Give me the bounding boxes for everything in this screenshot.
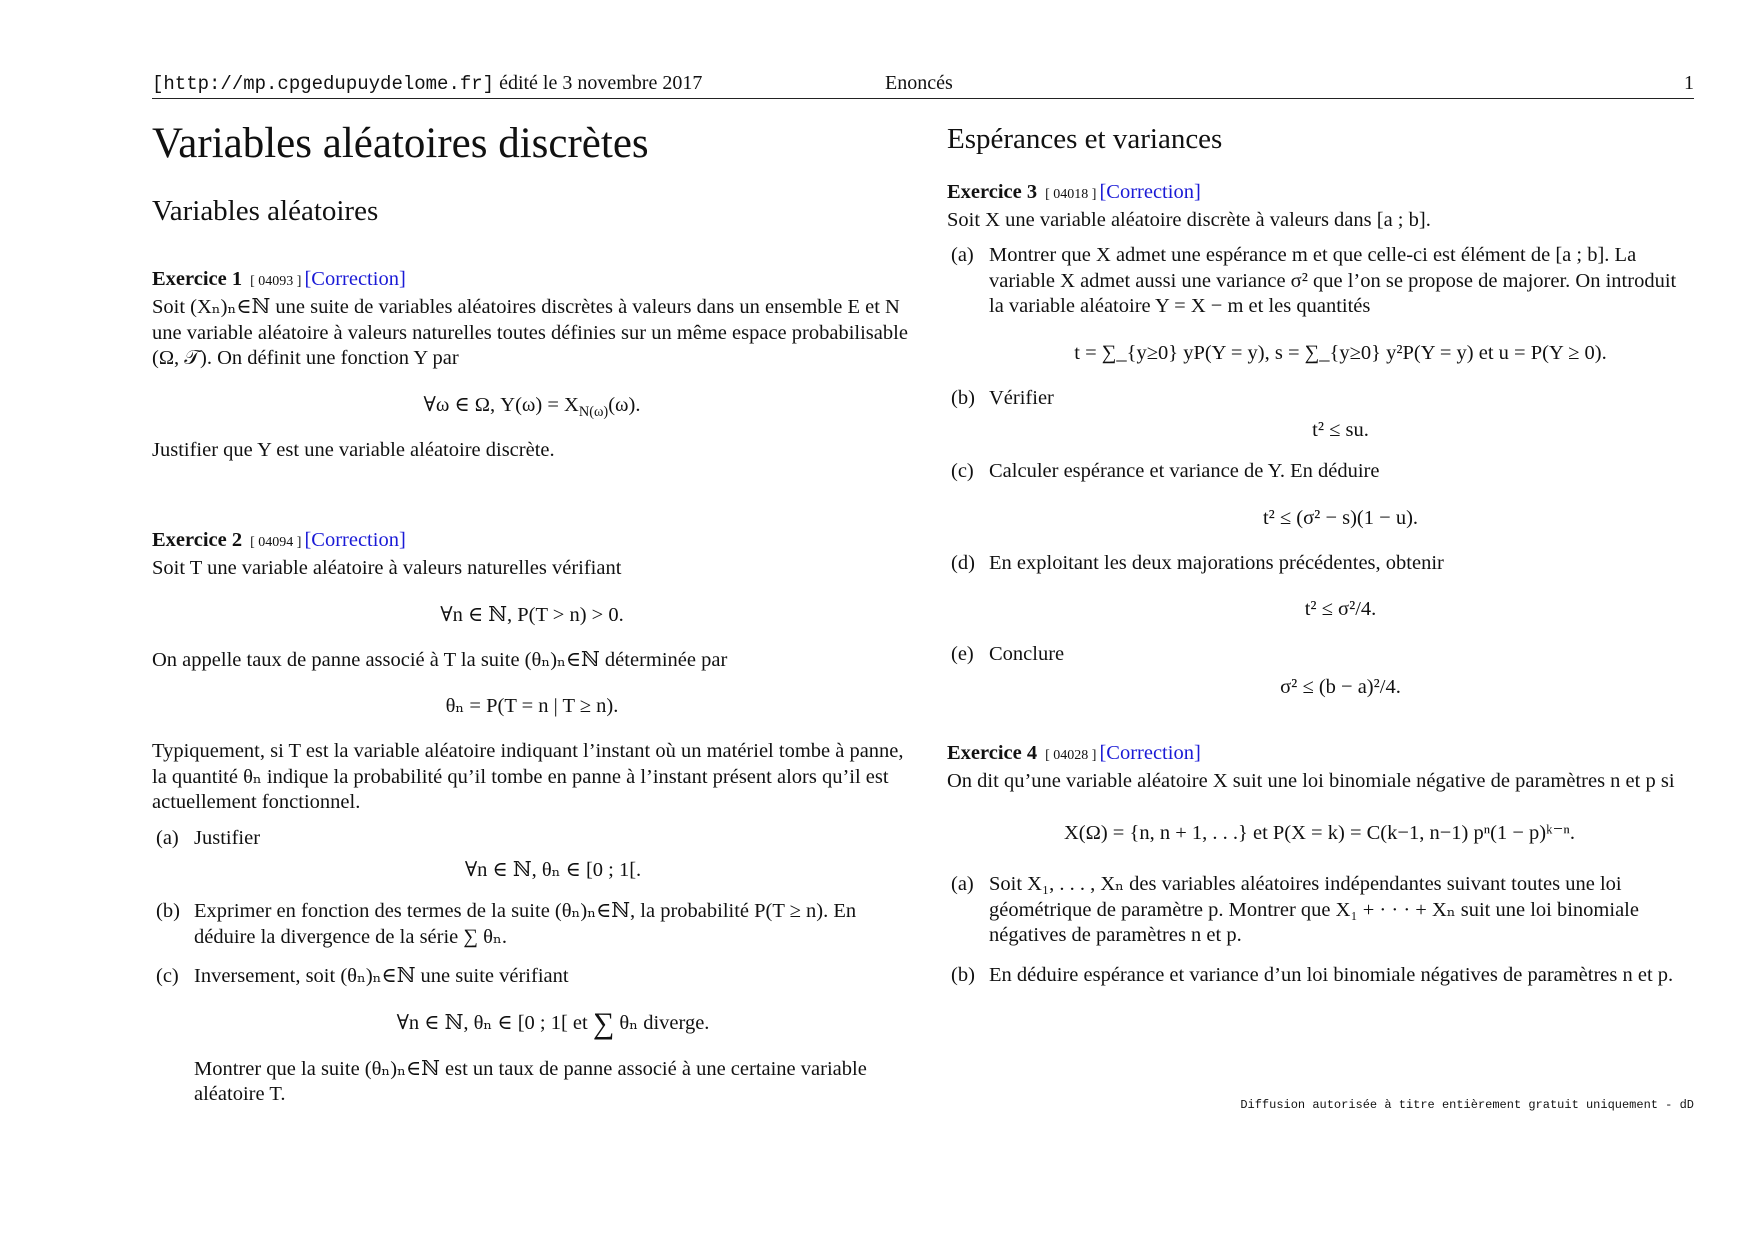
list-item <box>947 642 1692 700</box>
item-equation: σ² ≤ (b − a)²/4. <box>1280 675 1401 698</box>
section-variables: Variables aléatoires <box>152 194 379 227</box>
list-item <box>152 826 912 884</box>
exercise-4-equation: X(Ω) = {n, n + 1, . . .} et P(X = k) = C(k−1, n−1) pⁿ(1 − p)ᵏ⁻ⁿ. <box>1063 822 1575 845</box>
item-label: (c) <box>951 460 974 483</box>
exercise-4-ref: [ 04028 ] <box>1045 747 1097 763</box>
item-text: En déduire espérance et variance d’un loi binomiale négatives de paramètres n et p. <box>989 963 1674 986</box>
section-esperances: Espérances et variances <box>947 123 1223 155</box>
header-center: Enoncés <box>885 72 953 94</box>
exercise-4-items <box>947 872 1692 988</box>
exercise-3-items <box>947 243 1692 700</box>
item-label: (c) <box>156 965 179 988</box>
item-text: Soit X₁, . . . , Xₙ des variables aléatoires indépendantes suivant toutes une loi géométrique de paramètre p. Montrer que X₁ + · · · + Xₙ suit une loi binomiale négatives de paramètres n et p. <box>989 873 1639 947</box>
exercise-2-items <box>152 826 912 1108</box>
item-equation <box>194 1006 912 1040</box>
exercise-1-equation <box>152 392 912 418</box>
header-edited: édité le 3 novembre 2017 <box>499 72 703 94</box>
exercise-3-header <box>947 179 1692 208</box>
item-label: (d) <box>951 551 975 574</box>
eq-part: ∀n ∈ ℕ, θₙ ∈ [0 ; 1[ et <box>396 1011 588 1034</box>
item-text: Montrer que la suite (θₙ)ₙ∈ℕ est un taux de panne associé à une certaine variable aléatoire T. <box>194 1057 867 1106</box>
list-item <box>152 899 912 950</box>
page-header <box>152 68 1694 99</box>
exercise-1-ref: [ 04093 ] <box>250 274 302 290</box>
exercise-4-correction-link[interactable]: [Correction] <box>1099 741 1201 764</box>
exercise-2-header <box>152 527 912 556</box>
item-equation: ∀n ∈ ℕ, θₙ ∈ [0 ; 1[. <box>464 859 642 882</box>
item-text: Exprimer en fonction des termes de la suite (θₙ)ₙ∈ℕ, la probabilité P(T ≥ n). En déduire la divergence de la série ∑ θₙ. <box>194 900 857 948</box>
eq-end: (ω). <box>608 393 641 416</box>
header-left <box>152 72 702 95</box>
page-footer: Diffusion autorisée à titre entièrement gratuit uniquement - dD <box>1240 1098 1694 1112</box>
item-text: Calculer espérance et variance de Y. En déduire <box>989 460 1380 483</box>
item-label: (e) <box>951 643 974 666</box>
list-item <box>947 963 1692 989</box>
exercise-4-header <box>947 740 1692 769</box>
list-item <box>947 551 1692 623</box>
exercise-4 <box>947 740 1692 989</box>
document-title: Variables aléatoires discrètes <box>152 120 649 167</box>
exercise-2-eq1: ∀n ∈ ℕ, P(T > n) > 0. <box>440 603 624 626</box>
list-item <box>947 386 1692 444</box>
sum-symbol: ∑ <box>592 1006 615 1040</box>
exercise-4-text: On dit qu’une variable aléatoire X suit une loi binomiale négative de paramètres n et p si <box>947 769 1675 792</box>
list-item <box>947 872 1692 949</box>
item-label: (b) <box>951 386 975 409</box>
eq-part: ∀ω ∈ Ω, Y(ω) = X <box>423 393 579 416</box>
exercise-4-label: Exercice 4 <box>947 741 1038 764</box>
exercise-2-text: Soit T une variable aléatoire à valeurs naturelles vérifiant <box>152 557 622 580</box>
left-column <box>152 112 912 1122</box>
exercise-3-text: Soit X une variable aléatoire discrète à valeurs dans [a ; b]. <box>947 208 1431 231</box>
item-label: (a) <box>951 873 974 896</box>
exercise-2-label: Exercice 2 <box>152 529 243 552</box>
exercise-1 <box>152 266 912 463</box>
item-text: Inversement, soit (θₙ)ₙ∈ℕ une suite vérifiant <box>194 965 569 988</box>
exercise-2-eq2: θₙ = P(T = n | T ≥ n). <box>445 695 619 718</box>
header-url[interactable]: [http://mp.cpgedupuydelome.fr] <box>152 73 495 95</box>
exercise-2-ref: [ 04094 ] <box>250 535 302 551</box>
exercise-1-correction-link[interactable]: [Correction] <box>304 268 406 291</box>
item-label: (a) <box>951 244 974 267</box>
exercise-2-correction-link[interactable]: [Correction] <box>304 529 406 552</box>
item-equation: t² ≤ (σ² − s)(1 − u). <box>1262 506 1419 529</box>
exercise-3-label: Exercice 3 <box>947 180 1038 203</box>
list-item <box>947 243 1692 366</box>
exercise-1-label: Exercice 1 <box>152 268 243 291</box>
exercise-2 <box>152 527 912 1108</box>
exercise-1-end: Justifier que Y est une variable aléatoire discrète. <box>152 438 555 461</box>
right-column <box>947 112 1692 1002</box>
list-item <box>152 964 912 1108</box>
item-label: (b) <box>951 963 975 986</box>
item-equation: t² ≤ σ²/4. <box>1304 598 1377 621</box>
exercise-2-text3: Typiquement, si T est la variable aléatoire indiquant l’instant où un matériel tombe à panne, la quantité θₙ indique la probabilité qu’il tombe en panne à l’instant présent alors qu’il est actuellement fonctionnel. <box>152 740 904 814</box>
exercise-1-text: Soit (Xₙ)ₙ∈ℕ une suite de variables aléatoires discrètes à valeurs dans un ensemble E et N une variable aléatoire à valeurs naturelles toutes définies sur un même espace probabilisable (Ω, 𝒯). On définit une fonction Y par <box>152 296 908 370</box>
exercise-2-text2: On appelle taux de panne associé à T la suite (θₙ)ₙ∈ℕ déterminée par <box>152 648 728 671</box>
exercise-3 <box>947 179 1692 700</box>
exercise-3-ref: [ 04018 ] <box>1045 186 1097 202</box>
item-text: Justifier <box>194 826 261 849</box>
item-text: Conclure <box>989 643 1065 666</box>
item-label: (a) <box>156 826 179 849</box>
list-item <box>947 459 1692 531</box>
item-label: (b) <box>156 900 180 923</box>
exercise-1-header <box>152 266 912 295</box>
eq-end: θₙ diverge. <box>619 1011 710 1034</box>
eq-sub: N(ω) <box>578 403 609 420</box>
item-text: En exploitant les deux majorations précédentes, obtenir <box>989 551 1444 574</box>
item-equation: t² ≤ su. <box>1312 419 1369 442</box>
item-text: Montrer que X admet une espérance m et que celle-ci est élément de [a ; b]. La variable X admet aussi une variance σ² que l’on se propose de majorer. On introduit la variable aléatoire Y = X − m et les quantités <box>989 244 1677 318</box>
item-equation: t = ∑_{y≥0} yP(Y = y), s = ∑_{y≥0} y²P(Y = y) et u = P(Y ≥ 0). <box>1074 341 1607 364</box>
page-number: 1 <box>1684 72 1694 94</box>
exercise-3-correction-link[interactable]: [Correction] <box>1099 180 1201 203</box>
item-text: Vérifier <box>989 386 1054 409</box>
